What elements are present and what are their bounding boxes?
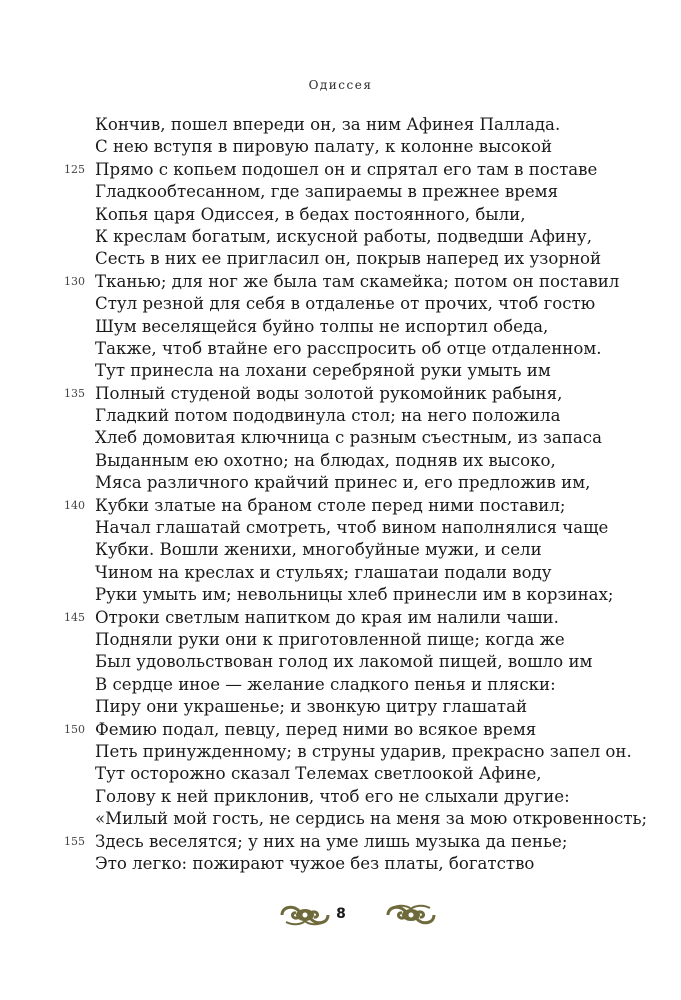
verse-block xyxy=(0,114,681,875)
verse-text: Кубки. Вошли женихи, многобуйные мужи, и сели xyxy=(95,540,542,560)
verse-text: Начал глашатай смотреть, чтоб вином наполнялися чаще xyxy=(95,518,609,538)
verse-text: Гладкий потом пододвинула стол; на него положила xyxy=(95,406,561,426)
verse-line xyxy=(0,360,681,382)
verse-line xyxy=(0,271,681,293)
verse-text: Петь принужденному; в струны ударив, прекрасно запел он. xyxy=(95,741,632,761)
verse-line xyxy=(0,539,681,561)
verse-text: Кончив, пошел впереди он, за ним Афинея Паллада. xyxy=(95,115,561,134)
verse-text: Также, чтоб втайне его расспросить об отце отдаленном. xyxy=(95,338,602,358)
verse-text: Тканью; для ног же была там скамейка; потом он поставил xyxy=(95,271,620,291)
verse-text: К креслам богатым, искусной работы, подведши Афину, xyxy=(95,226,592,246)
line-number: 150 xyxy=(64,722,85,736)
verse-line xyxy=(0,763,681,785)
verse-line xyxy=(0,831,681,853)
verse-text: В сердце иное — желание сладкого пенья и пляски: xyxy=(95,674,556,694)
verse-text: Был удовольствован голод их лакомой пищей, вошло им xyxy=(95,652,593,672)
verse-line xyxy=(0,383,681,405)
verse-line xyxy=(0,204,681,226)
verse-text: Кубки златые на браном столе перед ними поставил; xyxy=(95,495,566,515)
verse-text: Выданным ею охотно; на блюдах, подняв их высоко, xyxy=(95,450,556,470)
verse-line xyxy=(0,226,681,248)
verse-text: Тут осторожно сказал Телемах светлоокой Афине, xyxy=(95,764,542,784)
scroll-ornament-icon xyxy=(384,902,438,928)
verse-line xyxy=(0,472,681,494)
verse-line xyxy=(0,629,681,651)
verse-line xyxy=(0,651,681,673)
verse-line xyxy=(0,159,681,181)
verse-text: Фемию подал, певцу, перед ними во всякое время xyxy=(95,719,537,739)
verse-line xyxy=(0,786,681,808)
verse-text: Здесь веселятся; у них на уме лишь музыка да пенье; xyxy=(95,831,568,851)
scroll-ornament-icon xyxy=(278,902,332,928)
verse-text: Полный студеной воды золотой рукомойник рабыня, xyxy=(95,383,563,403)
line-number: 140 xyxy=(64,498,85,512)
verse-text: Прямо с копьем подошел он и спрятал его там в поставе xyxy=(95,159,598,179)
line-number: 135 xyxy=(64,386,85,400)
line-number: 130 xyxy=(64,274,85,288)
verse-line xyxy=(0,316,681,338)
verse-line xyxy=(0,495,681,517)
verse-line xyxy=(0,136,681,158)
line-number: 125 xyxy=(64,162,85,176)
verse-line xyxy=(0,338,681,360)
verse-line xyxy=(0,584,681,606)
verse-line xyxy=(0,427,681,449)
verse-text: Подняли руки они к приготовленной пище; когда же xyxy=(95,629,565,649)
verse-text: Голову к ней приклонив, чтоб его не слыхали другие: xyxy=(95,786,570,806)
verse-text: Гладкообтесанном, где запираемы в прежнее время xyxy=(95,182,559,202)
page-number: 8 xyxy=(336,906,346,922)
verse-line xyxy=(0,562,681,584)
verse-text: С нею вступя в пировую палату, к колонне высокой xyxy=(95,137,553,157)
verse-text: Копья царя Одиссея, в бедах постоянного, были, xyxy=(95,204,526,224)
verse-line xyxy=(0,405,681,427)
verse-text: Отроки светлым напитком до края им налили чаши. xyxy=(95,607,559,627)
verse-text: Мяса различного крайчий принес и, его предложив им, xyxy=(95,473,591,493)
line-number: 145 xyxy=(64,610,85,624)
verse-text: Шум веселящейся буйно толпы не испортил обеда, xyxy=(95,316,549,336)
verse-text: Сесть в них ее пригласил он, покрыв наперед их узорной xyxy=(95,249,602,269)
verse-text: Стул резной для себя в отдаленье от прочих, чтоб гостю xyxy=(95,294,596,314)
verse-line xyxy=(0,114,681,136)
verse-text: Пиру они украшенье; и звонкую цитру глашатай xyxy=(95,697,528,717)
verse-line xyxy=(0,517,681,539)
verse-text: Руки умыть им; невольницы хлеб принесли им в корзинах; xyxy=(95,585,614,605)
verse-line xyxy=(0,450,681,472)
verse-text: Хлеб домовитая ключница с разным съестным, из запаса xyxy=(95,428,602,448)
verse-text: Чином на креслах и стульях; глашатаи подали воду xyxy=(95,562,552,582)
verse-line xyxy=(0,674,681,696)
running-head: Одиссея xyxy=(308,78,373,92)
verse-line xyxy=(0,741,681,763)
verse-text: «Милый мой гость, не сердись на меня за мою откровенность; xyxy=(95,809,648,829)
verse-line xyxy=(0,719,681,741)
verse-line xyxy=(0,293,681,315)
verse-text: Тут принесла на лохани серебряной руки умыть им xyxy=(95,361,551,381)
verse-line xyxy=(0,808,681,830)
verse-line xyxy=(0,248,681,270)
verse-text: Это легко: пожирают чужое без платы, богатство xyxy=(95,853,535,873)
folio xyxy=(0,900,681,930)
verse-line xyxy=(0,696,681,718)
verse-line xyxy=(0,181,681,203)
verse-line xyxy=(0,853,681,875)
verse-line xyxy=(0,607,681,629)
line-number: 155 xyxy=(64,834,85,848)
